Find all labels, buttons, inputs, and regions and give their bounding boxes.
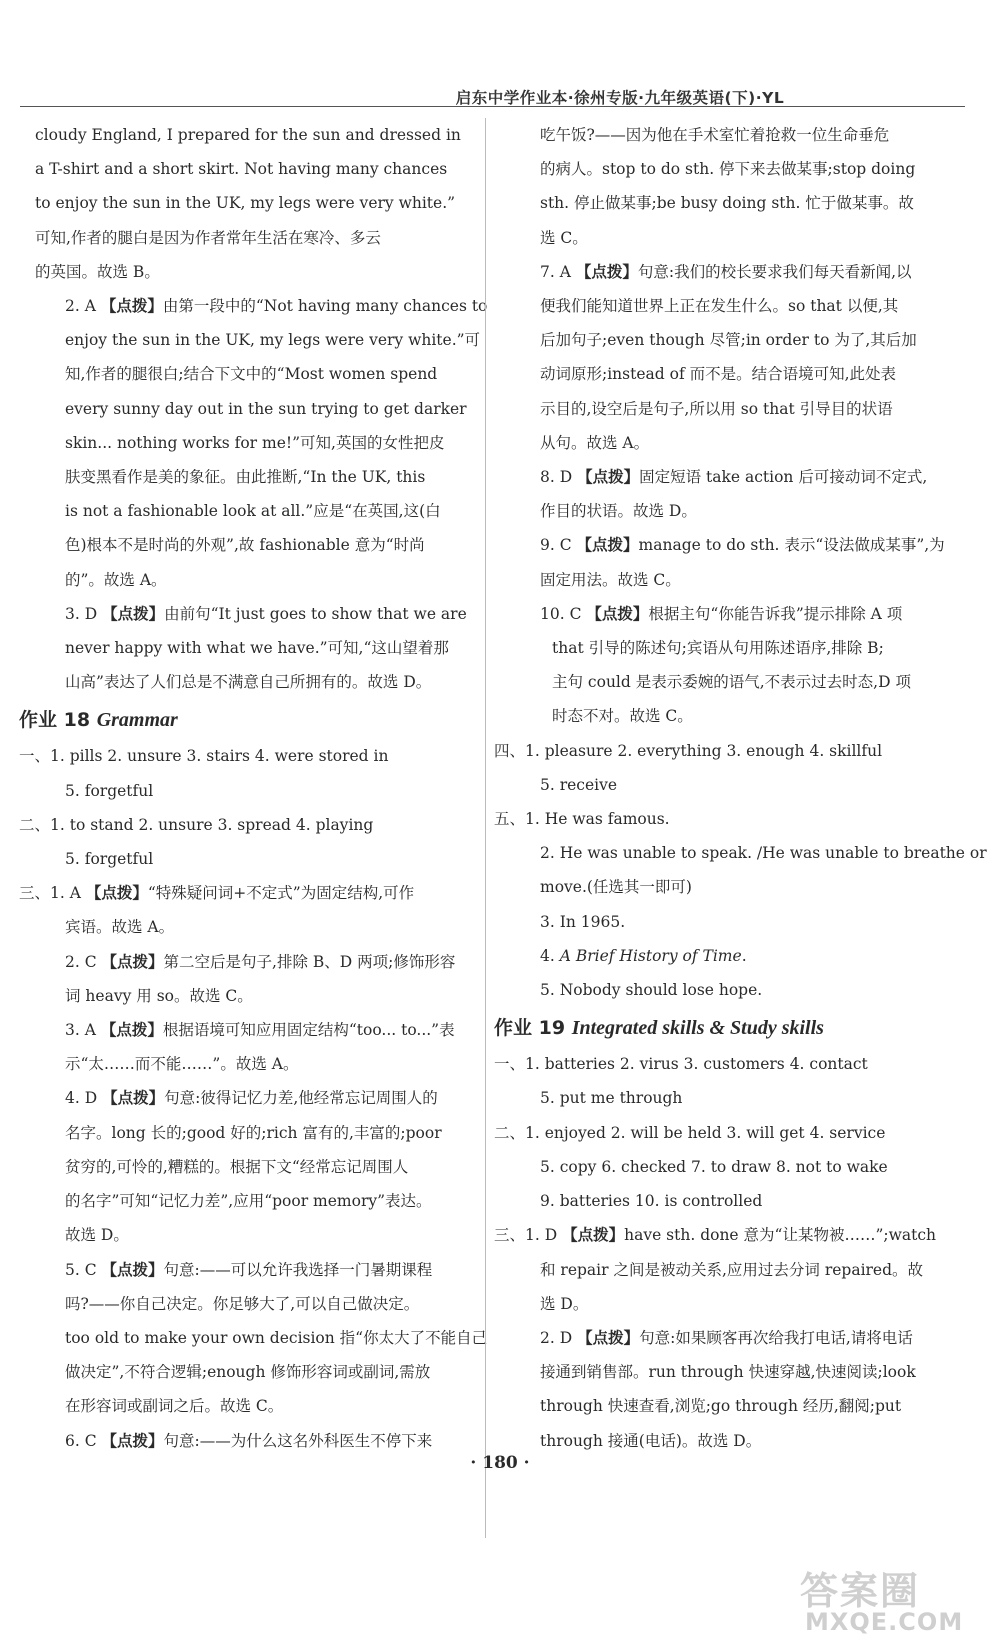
text-line: that 引导的陈述句;宾语从句用陈述语序,排除 B; [552,639,884,658]
answer-text: 由第一段中的“Not having many chances to [162,297,488,316]
tip-label: 【点拨】 [577,468,640,487]
text-line: 词 heavy 用 so。故选 C。 [65,986,253,1005]
tip-label: 【点拨】 [562,1226,625,1245]
answer-line [35,1013,475,1047]
text-line: 肤变黑看作是美的象征。由此推断,“In the UK, this [65,468,426,487]
answer-line [510,1321,955,1355]
section-heading [494,1011,955,1045]
section-title-text: Integrated skills & Study skills [571,1017,824,1040]
answer-number: 三、1. A [19,884,86,903]
answer-line [510,255,955,289]
tip-label: 【点拨】 [85,884,148,903]
section-number: 作业 18 [19,709,91,732]
answer-number: 3. A [65,1021,101,1040]
text-line: never happy with what we have.”可知,“这山望着那 [65,639,449,658]
answer-number: 4. D [65,1089,103,1108]
text-line: 山高”表达了人们总是不满意自己所拥有的。故选 D。 [65,673,432,692]
text-line: 和 repair 之间是被动关系,应用过去分词 repaired。故 [540,1260,924,1279]
page-number: · 180 · [470,1453,530,1473]
answer-group-line: 二、1. to stand 2. unsure 3. spread 4. playing [19,815,374,834]
text-line: 5. receive [540,775,618,794]
tip-label: 【点拨】 [102,1089,165,1108]
section-title-text: Grammar [96,709,178,732]
left-column [19,118,488,1458]
watermark-en: MXQE.COM [805,1608,964,1636]
answer-text: 句意:我们的校长要求我们每天看新闻,以 [637,262,912,281]
text-line: too old to make your own decision 指“你太大了不能自己 [65,1328,488,1347]
answer-number: 2. D [540,1328,578,1347]
answer-line [19,876,475,910]
text-line: 5. forgetful [65,781,154,800]
tip-label: 【点拨】 [101,1260,164,1279]
text-line: 的”。故选 A。 [65,570,167,589]
text-line: 选 C。 [540,228,588,247]
text-line: 可知,作者的腿白是因为作者常年生活在寒冷、多云 [35,228,381,247]
tip-label: 【点拨】 [102,604,165,623]
text-line: 动词原形;instead of 而不是。结合语境可知,此处表 [540,365,897,384]
text-line: 做决定”,不符合逻辑;enough 修饰形容词或副词,需放 [65,1363,431,1382]
tip-label: 【点拨】 [101,952,164,971]
text-line: 3. In 1965. [540,912,626,931]
text-line: 宾语。故选 A。 [65,918,175,937]
answer-line [510,597,955,631]
section-number: 作业 19 [494,1017,566,1040]
tip-label: 【点拨】 [101,1431,164,1450]
answer-line [35,1081,475,1115]
text-line: through 快速查看,浏览;go through 经历,翻阅;put [540,1397,902,1416]
answer-text: 固定短语 take action 后可接动词不定式, [639,468,928,487]
text-line: 选 D。 [540,1294,589,1313]
answer-number: 2. A [65,297,101,316]
text-line: 主句 could 是表示委婉的语气,不表示过去时态,D 项 [552,673,911,692]
answer-text: 第二空后是句子,排除 B、D 两项;修饰形容 [163,952,456,971]
text-line: enjoy the sun in the UK, my legs were very white.”可 [65,331,481,350]
answer-group-line: 五、1. He was famous. [494,810,670,829]
right-column [494,118,987,1458]
answer-line [510,460,955,494]
answer-line [35,1253,475,1287]
text-line: 的病人。stop to do sth. 停下来去做某事;stop doing [540,160,916,179]
watermark-cn: 答案圈 [800,1569,921,1613]
punct: . [741,946,747,965]
answer-line [510,528,955,562]
answer-number: 8. D [540,468,578,487]
text-line: 5. put me through [540,1089,683,1108]
text-line: 在形容词或副词之后。故选 C。 [65,1397,284,1416]
text-line: 9. batteries 10. is controlled [540,1192,763,1211]
column-divider [485,118,486,1538]
answer-text: “特殊疑问词+不定式”为固定结构,可作 [147,884,415,903]
text-line: skin... nothing works for me!”可知,英国的女性把皮 [65,433,445,452]
text-line: 的名字”可知“记忆力差”,应用“poor memory”表达。 [65,1192,432,1211]
tip-label: 【点拨】 [575,262,638,281]
text-line: 示“太……而不能……”。故选 A。 [65,1055,299,1074]
text-line: 时态不对。故选 C。 [552,707,693,726]
answer-line [35,597,475,631]
text-line: 5. copy 6. checked 7. to draw 8. not to wake [540,1157,888,1176]
text-line: 的英国。故选 B。 [35,262,160,281]
text-line: 吃午饭?——因为他在手术室忙着抢救一位生命垂危 [540,126,890,144]
text-line: 5. forgetful [65,850,154,869]
tip-label: 【点拨】 [576,536,639,555]
answer-text: have sth. done 意为“让某物被……”;watch [624,1226,937,1245]
text-line [510,939,955,973]
text-line: 固定用法。故选 C。 [540,570,681,589]
answer-text: 根据主句“你能告诉我”提示排除 A 项 [648,604,903,623]
watermark-logo [800,1560,985,1650]
text-line: a T-shirt and a short skirt. Not having many chances [35,160,448,179]
text-line: every sunny day out in the sun trying to get darker [65,399,467,418]
text-line: 示目的,设空后是句子,所以用 so that 引导目的状语 [540,399,893,418]
answer-text: 句意:如果顾客再次给我打电话,请将电话 [639,1328,913,1347]
text-line: is not a fashionable look at all.”应是“在英国,这(白 [65,502,441,521]
text-line: 2. He was unable to speak. /He was unable to breathe or [540,844,987,863]
answer-text: 句意:——为什么这名外科医生不停下来 [163,1431,433,1450]
answer-group-line: 一、1. pills 2. unsure 3. stairs 4. were stored in [19,747,389,766]
text-line: through 接通(电话)。故选 D。 [540,1431,762,1450]
text-line: 后加句子;even though 尽管;in order to 为了,其后加 [540,331,917,350]
answer-number: 7. A [540,262,576,281]
answer-number: 3. D [65,604,103,623]
text-line: cloudy England, I prepared for the sun and dressed in [35,126,461,144]
text-line: 便我们能知道世界上正在发生什么。so that 以便,其 [540,297,899,316]
answer-group-line: 四、1. pleasure 2. everything 3. enough 4. skillful [494,741,883,760]
page-header: 启东中学作业本·徐州专版·九年级英语(下)·YL [455,89,785,107]
tip-label: 【点拨】 [577,1328,640,1347]
answer-group-line: 一、1. batteries 2. virus 3. customers 4. contact [494,1055,868,1074]
answer-text: 句意:——可以允许我选择一门暑期课程 [163,1260,433,1279]
answer-number: 4. [540,946,560,965]
answer-number: 9. C [540,536,577,555]
answer-text: 根据语境可知应用固定结构“too... to...”表 [162,1021,455,1040]
answer-number: 2. C [65,952,102,971]
answer-line [35,289,488,323]
text-line: 吗?——你自己决定。你足够大了,可以自己做决定。 [65,1294,420,1313]
text-line: 5. Nobody should lose hope. [540,981,763,1000]
text-line: 接通到销售部。run through 快速穿越,快速阅读;look [540,1363,916,1382]
answer-number: 5. C [65,1260,102,1279]
answer-group-line: 二、1. enjoyed 2. will be held 3. will get 4. service [494,1123,886,1142]
tip-label: 【点拨】 [100,1021,163,1040]
text-line: to enjoy the sun in the UK, my legs were very white.” [35,194,456,213]
text-line: 贫穷的,可怜的,糟糕的。根据下文“经常忘记周围人 [65,1157,409,1176]
text-line: 故选 D。 [65,1226,129,1245]
text-line: 从句。故选 A。 [540,433,650,452]
tip-label: 【点拨】 [100,297,163,316]
text-line: 知,作者的腿很白;结合下文中的“Most women spend [65,365,438,384]
tip-label: 【点拨】 [586,604,649,623]
answer-text: manage to do sth. 表示“设法做成某事”,为 [638,536,945,555]
answer-text: 由前句“It just goes to show that we are [164,604,467,623]
section-heading [19,703,475,737]
text-line: sth. 停止做某事;be busy doing sth. 忙于做某事。故 [540,194,914,213]
answer-number: 三、1. D [494,1226,563,1245]
answer-text: 句意:彼得记忆力差,他经常忘记周围人的 [164,1089,438,1108]
answer-number: 6. C [65,1431,102,1450]
text-line: move.(任选其一即可) [540,878,692,897]
answer-number: 10. C [540,604,587,623]
text-line: 色)根本不是时尚的外观”,故 fashionable 意为“时尚 [65,536,425,555]
book-title: A Brief History of Time [559,946,742,965]
answer-line [494,1218,955,1252]
text-line: 名字。long 长的;good 好的;rich 富有的,丰富的;poor [65,1123,442,1142]
header-rule [20,106,965,107]
answer-line [35,945,475,979]
text-line: 作目的状语。故选 D。 [540,502,697,521]
